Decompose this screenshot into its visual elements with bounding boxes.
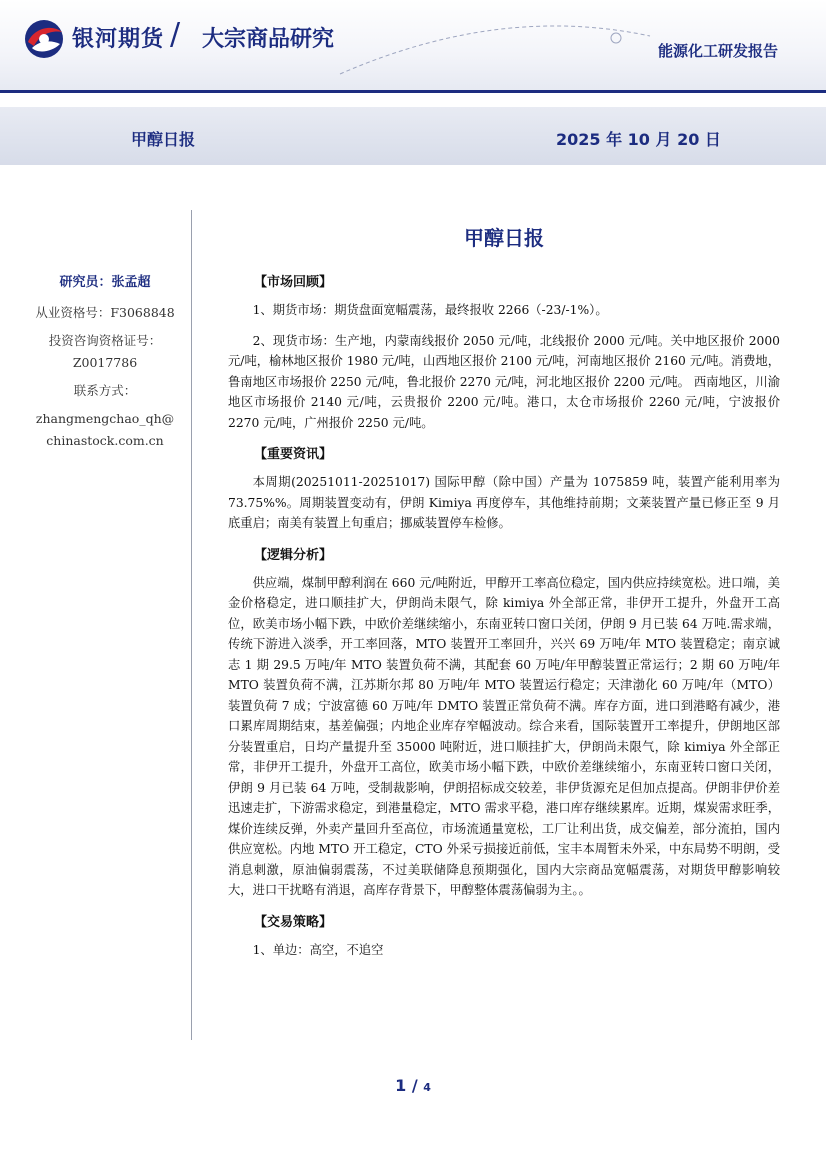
advisor-label: 投资咨询资格证号：: [48, 333, 162, 348]
report-body: [228, 222, 780, 970]
paragraph: 1、期货市场：期货盘面宽幅震荡，最终报收 2266（-23/-1%）。: [252, 303, 608, 317]
license-number: 从业资格号：F3068848: [35, 305, 175, 320]
analyst-name: 研究员：张孟超: [59, 275, 151, 290]
total-pages: 4: [423, 1081, 431, 1094]
decorative-arc: [330, 14, 660, 84]
email-line-1[interactable]: zhangmengchao_qh@: [35, 411, 175, 426]
section-heading: 【重要资讯】: [254, 447, 333, 462]
paragraph: 本周期(20251011-20251017) 国际甲醇（除中国）产量为 1075859 吨，装置产能利用率为 73.75%%。周期装置变动有，伊朗 Kimiya 再度停车，其他维持前期；文莱装置产量已修正至 9 月底重启；南美有装置上旬重启；挪威装置停车检修。: [228, 475, 780, 530]
paragraph: 2、现货市场：生产地，内蒙南线报价 2050 元/吨，北线报价 2000 元/吨。关中地区报价 2000 元/吨，榆林地区报价 1980 元/吨，山西地区报价 2100 元/吨，河南地区报价 2160 元/吨。消费地，鲁南地区市场报价 2250 元/吨，鲁北报价 2270 元/吨，河北地区报价 2200 元/吨。 西南地区，川渝地区市场报价 2140 元/吨，云贵报价 2200 元/吨。港口，太仓市场报价 2260 元/吨，宁波报价 2270 元/吨，广州报价 2250 元/吨。: [228, 333, 781, 430]
brand-separator: /: [170, 17, 181, 52]
paragraph: 1、单边：高空，不追空: [252, 942, 384, 957]
advisor-number: Z0017786: [72, 355, 138, 370]
contact-label: 联系方式：: [73, 383, 137, 398]
galaxy-logo-icon: [22, 18, 66, 60]
paragraph: 供应端，煤制甲醇利润在 660 元/吨附近，甲醇开工率高位稳定，国内供应持续宽松。进口端，美金价格稳定，进口顺挂扩大，伊朗尚未限气，除 kimiya 外全部正常，非伊开工提升，外盘开工高位，欧美市场小幅下跌，中欧价差继续缩小，东南亚转口窗口关闭，伊朗 9 月已装 64 万吨.需求端，传统下游进入淡季，开工率回落，MTO 装置开工率回升，兴兴 69 万吨/年 MTO 装置稳定；南京诚志 1 期 29.5 万吨/年 MTO 装置负荷不满，其配套 60 万吨/年甲醇装置正常运行；2 期 60 万吨/年 MTO 装置负荷不满，江苏斯尔邦 80 万吨/年 MTO 装置运行稳定；天津渤化 60 万吨/年（MTO）装置负荷 7 成；宁波富德 60 万吨/年 DMTO 装置正常负荷不满。库存方面，进口到港略有减少，港口累库周期结束，基差偏强；内地企业库存窄幅波动。综合来看，国际装置开工率提升，伊朗地区部分装置重启，日均产量提升至 35000 吨附近，进口顺挂扩大，伊朗尚未限气，除 kimiya 外全部正常，非伊开工提升，外盘开工高位，欧美市场小幅下跌，中欧价差继续缩小，东南亚转口窗口关闭，伊朗 9 月已装 64 万吨，受制裁影响，伊朗招标成交较差，非伊货源充足但加点提高。伊朗非伊价差迅速走扩，下游需求稳定，到港量稳定，MTO 需求平稳，港口库存继续累库。近期，煤炭需求旺季，煤价连续反弹，外卖产量回升至高位，市场流通量宽松，工厂让利出货，成交偏差，部分流拍，国内供应宽松。内地 MTO 开工稳定，CTO 外采亏损接近前低，宝丰本周暂未外采，中东局势不明朗，受消息刺激，原油偏弱震荡，不过美联储降息预期强化，国内大宗商品宽幅震荡，对期货甲醇影响较大，进口干扰略有消退，高库存背景下，甲醇整体震荡偏弱为主。。: [228, 575, 780, 897]
report-name: 甲醇日报: [131, 130, 196, 149]
header-divider: [0, 90, 826, 93]
report-date: 2025 年 10 月 20 日: [556, 130, 721, 149]
section-heading: 【逻辑分析】: [254, 547, 333, 563]
department-name: 大宗商品研究: [202, 27, 335, 52]
brand-name: 银河期货: [72, 27, 165, 52]
page-number: [0, 1076, 826, 1095]
page-separator: /: [406, 1076, 424, 1095]
current-page: 1: [395, 1076, 407, 1095]
email-line-2[interactable]: chinastock.com.cn: [46, 433, 164, 448]
document-title: 甲醇日报: [464, 226, 544, 250]
section-heading: 【交易策略】: [254, 914, 333, 930]
analyst-sidebar: [20, 272, 190, 458]
section-heading: 【市场回顾】: [254, 275, 333, 290]
sidebar-divider: [191, 210, 192, 1040]
report-type: 能源化工研发报告: [657, 42, 778, 60]
